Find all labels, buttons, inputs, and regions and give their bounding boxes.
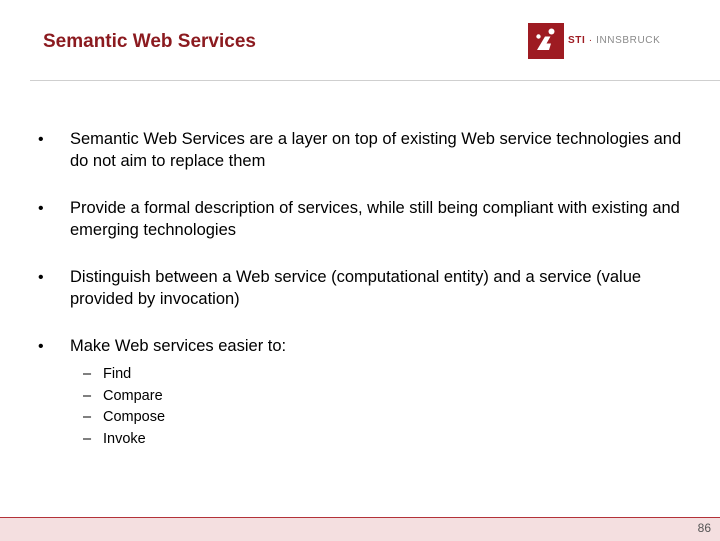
bullet-text: Semantic Web Services are a layer on top of existing Web service technologies and do not aim to replace them xyxy=(70,130,682,170)
bullet-text: Distinguish between a Web service (computational entity) and a service (value provided by invocation) xyxy=(70,268,642,308)
dash-marker: – xyxy=(83,366,92,382)
bullet-text: Make Web services easier to: xyxy=(70,337,287,355)
sub-item-text: Invoke xyxy=(103,430,146,447)
bullet-text: Provide a formal description of services, while still being compliant with existing and emerging technologies xyxy=(70,199,680,239)
logo-wordmark xyxy=(568,35,660,46)
bullet-marker: • xyxy=(38,338,44,355)
sub-list xyxy=(83,364,688,450)
header-divider xyxy=(30,80,720,81)
sub-item-invoke xyxy=(83,429,688,451)
sub-item-compare xyxy=(83,386,688,408)
sub-item-compose xyxy=(83,407,688,429)
logo-city: INNSBRUCK xyxy=(596,35,661,46)
sub-item-find xyxy=(83,364,688,386)
bullet-marker: • xyxy=(38,200,44,217)
slide-title: Semantic Web Services xyxy=(43,31,256,52)
sti-logo-icon xyxy=(528,23,564,59)
dash-marker: – xyxy=(83,430,92,447)
dash-marker: – xyxy=(83,409,92,425)
logo-brand: STI xyxy=(568,35,586,46)
sub-item-text: Compare xyxy=(103,387,163,404)
bullet-item xyxy=(38,266,688,310)
bullet-item xyxy=(38,335,688,450)
sub-item-text: Find xyxy=(103,366,132,382)
logo-separator: · xyxy=(588,35,593,46)
bullet-item xyxy=(38,128,688,172)
page-number: 86 xyxy=(697,521,711,535)
bullet-marker: • xyxy=(38,131,44,148)
dash-marker: – xyxy=(83,387,92,404)
bullet-item xyxy=(38,197,688,241)
bullet-list xyxy=(38,128,688,475)
bullet-marker: • xyxy=(38,269,44,286)
sub-item-text: Compose xyxy=(103,409,166,425)
footer-bar xyxy=(0,517,720,541)
